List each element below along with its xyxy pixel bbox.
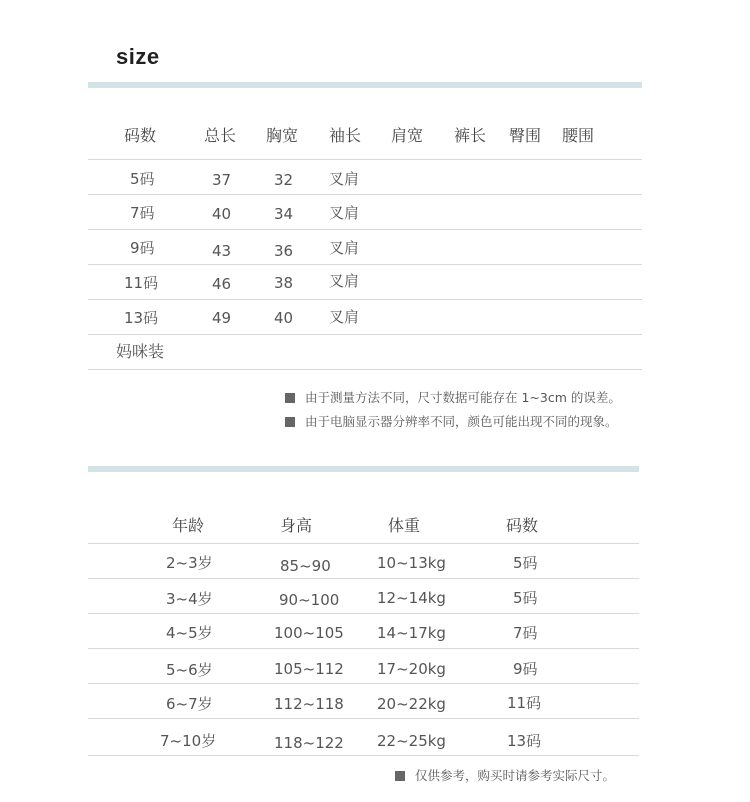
header-cell: 码数 bbox=[506, 516, 539, 535]
weight-cell: 20~22kg bbox=[377, 695, 446, 713]
header-cell: 胸宽 bbox=[266, 126, 299, 145]
sleeve-cell: 叉肩 bbox=[329, 170, 360, 188]
sleeve-cell: 叉肩 bbox=[329, 272, 360, 290]
sleeve-cell: 叉肩 bbox=[329, 239, 360, 257]
height-cell: 100~105 bbox=[274, 624, 344, 642]
length-cell: 46 bbox=[212, 275, 232, 293]
size-cell: 11码 bbox=[507, 694, 542, 712]
chest-cell: 32 bbox=[274, 171, 294, 189]
chest-cell: 38 bbox=[274, 274, 294, 292]
table-row bbox=[88, 195, 642, 230]
header-cell: 年龄 bbox=[172, 516, 205, 535]
chest-cell: 40 bbox=[274, 309, 294, 327]
table-row bbox=[88, 335, 642, 370]
table-row bbox=[88, 265, 642, 300]
section-divider-bar bbox=[88, 466, 639, 472]
header-cell: 腰围 bbox=[562, 126, 595, 145]
weight-cell: 10~13kg bbox=[377, 554, 446, 572]
size-cell: 5码 bbox=[130, 170, 155, 188]
size-cell: 7码 bbox=[513, 624, 538, 642]
weight-cell: 17~20kg bbox=[377, 660, 446, 678]
square-bullet-icon bbox=[285, 393, 295, 403]
height-cell: 105~112 bbox=[274, 660, 344, 678]
age-table-header bbox=[88, 508, 639, 544]
weight-cell: 12~14kg bbox=[377, 589, 446, 607]
header-cell: 臀围 bbox=[509, 126, 542, 145]
age-size-table bbox=[88, 508, 639, 756]
table-row bbox=[88, 579, 639, 614]
header-cell: 总长 bbox=[204, 126, 237, 145]
length-cell: 37 bbox=[212, 171, 232, 189]
age-cell: 3~4岁 bbox=[166, 590, 213, 608]
header-cell: 袖长 bbox=[329, 126, 362, 145]
square-bullet-icon bbox=[395, 771, 405, 781]
color-note bbox=[285, 414, 618, 430]
height-cell: 118~122 bbox=[274, 734, 344, 752]
measurement-note bbox=[285, 390, 621, 406]
note-text: 由于电脑显示器分辨率不同，颜色可能出现不同的现象。 bbox=[305, 414, 618, 429]
table-row bbox=[88, 684, 639, 719]
size-cell: 13码 bbox=[507, 732, 542, 750]
page-title: size bbox=[116, 44, 160, 69]
header-cell: 码数 bbox=[124, 126, 157, 145]
note-text: 由于测量方法不同，尺寸数据可能存在 1~3cm 的误差。 bbox=[305, 390, 621, 405]
chest-cell: 34 bbox=[274, 205, 294, 223]
length-cell: 40 bbox=[212, 205, 232, 223]
size-cell: 5码 bbox=[513, 589, 538, 607]
size-cell: 9码 bbox=[130, 239, 155, 257]
age-cell: 2~3岁 bbox=[166, 554, 213, 572]
height-cell: 112~118 bbox=[274, 695, 344, 713]
chest-cell: 36 bbox=[274, 242, 294, 260]
length-cell: 49 bbox=[212, 309, 232, 327]
age-cell: 6~7岁 bbox=[166, 695, 213, 713]
square-bullet-icon bbox=[285, 417, 295, 427]
size-table-header bbox=[88, 120, 642, 160]
size-cell: 7码 bbox=[130, 204, 155, 222]
height-cell: 90~100 bbox=[279, 591, 340, 609]
table-row bbox=[88, 649, 639, 684]
size-cell: 11码 bbox=[124, 274, 159, 292]
section-divider-bar bbox=[88, 82, 642, 88]
header-cell: 裤长 bbox=[454, 126, 487, 145]
table-row bbox=[88, 614, 639, 649]
table-row bbox=[88, 160, 642, 195]
table-row bbox=[88, 719, 639, 756]
age-cell: 5~6岁 bbox=[166, 661, 213, 679]
header-cell: 身高 bbox=[280, 516, 313, 535]
weight-cell: 14~17kg bbox=[377, 624, 446, 642]
length-cell: 43 bbox=[212, 242, 232, 260]
height-cell: 85~90 bbox=[280, 557, 331, 575]
table-row bbox=[88, 300, 642, 335]
reference-note bbox=[395, 768, 615, 784]
size-table bbox=[88, 120, 642, 370]
age-cell: 4~5岁 bbox=[166, 624, 213, 642]
sleeve-cell: 叉肩 bbox=[329, 308, 360, 326]
weight-cell: 22~25kg bbox=[377, 732, 446, 750]
note-text: 仅供参考，购买时请参考实际尺寸。 bbox=[415, 768, 616, 783]
size-cell: 9码 bbox=[513, 660, 538, 678]
table-row bbox=[88, 230, 642, 265]
sleeve-cell: 叉肩 bbox=[329, 204, 360, 222]
header-cell: 体重 bbox=[388, 516, 421, 535]
size-cell: 13码 bbox=[124, 309, 159, 327]
size-cell: 妈咪装 bbox=[116, 342, 165, 361]
table-row bbox=[88, 544, 639, 579]
size-cell: 5码 bbox=[513, 554, 538, 572]
age-cell: 7~10岁 bbox=[160, 732, 217, 750]
header-cell: 肩宽 bbox=[391, 126, 424, 145]
